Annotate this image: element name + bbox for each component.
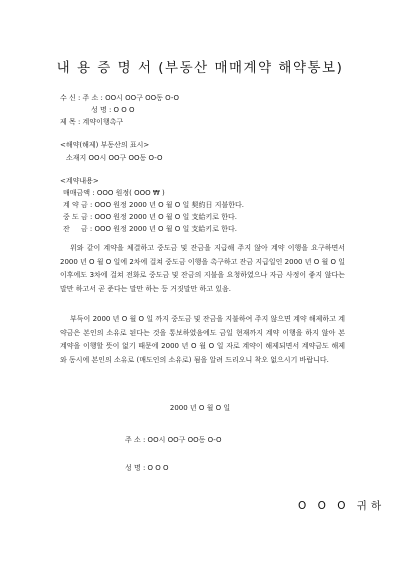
sender-address: 주 소 : OO시 OO구 OO동 O-O xyxy=(125,436,222,444)
sender-name: 성 명 : O O O xyxy=(125,464,169,472)
contract-interim: 중 도 금 : OOO 원정 2000 년 O 월 O 일 支給키로 한다. xyxy=(63,213,238,221)
body-paragraph-1: 위와 같이 계약을 체결하고 중도금 및 잔금을 지급해 주지 않아 계약 이행을 요구하면서 2000 년 O 월 O 일에 2차에 걸쳐 중도금 이행을 촉구하고 잔금 지급일인 2000 년 O 월 O 일 이후에도 3차에 걸쳐 전화로 중도금 및 잔금의 지불을 요청하였으나 자금 사정이 좋지 않다는 말만 하고서 곧 준다는 말만 하는 등 거짓말만 하고 있음. xyxy=(60,244,345,293)
body-paragraph-2: 부득이 2000 년 O 월 O 일 까지 중도금 및 잔금을 지불하여 주지 않으면 계약 해제하고 계약금은 본인의 소유로 된다는 것을 통보하였음에도 금일 현재까지 계약 이행을 하지 않아 본 계약을 이행할 뜻이 없기 때문에 2000 년 O 월 O 일 자로 계약이 해제되면서 계약금도 해제와 동시에 본인의 소유로 (매도인의 소유로) 됨을 알려 드리오니 착오 없으시기 바랍니다. xyxy=(60,315,345,364)
document-date: 2000 년 O 월 O 일 xyxy=(169,404,231,412)
property-heading: <해약(해제) 부동산의 표시> xyxy=(60,141,150,149)
contract-heading: <계약내용> xyxy=(60,177,99,185)
recipient-name: 성 명 : O O O xyxy=(91,106,135,114)
addressee: O O O 귀하 xyxy=(298,500,386,512)
contract-balance: 잔 금 : OOO 원정 2000 년 O 월 O 일 支給키로 한다. xyxy=(63,225,237,233)
property-location: 소재지 OO시 OO구 OO동 O-O xyxy=(66,154,163,162)
recipient-address: 수 신 : 주 소 : OO시 OO구 OO동 O-O xyxy=(60,94,180,102)
contract-price: 매매금액 : OOO 원정( OOO ₩ ) xyxy=(63,189,165,197)
document-title: 내 용 증 명 서 (부동산 매매계약 해약통보) xyxy=(56,60,344,76)
contract-deposit: 계 약 금 : OOO 원정 2000 년 O 월 O 일 契約日 지불한다. xyxy=(63,201,245,209)
subject-line: 제 목 : 계약이행촉구 xyxy=(60,118,124,126)
